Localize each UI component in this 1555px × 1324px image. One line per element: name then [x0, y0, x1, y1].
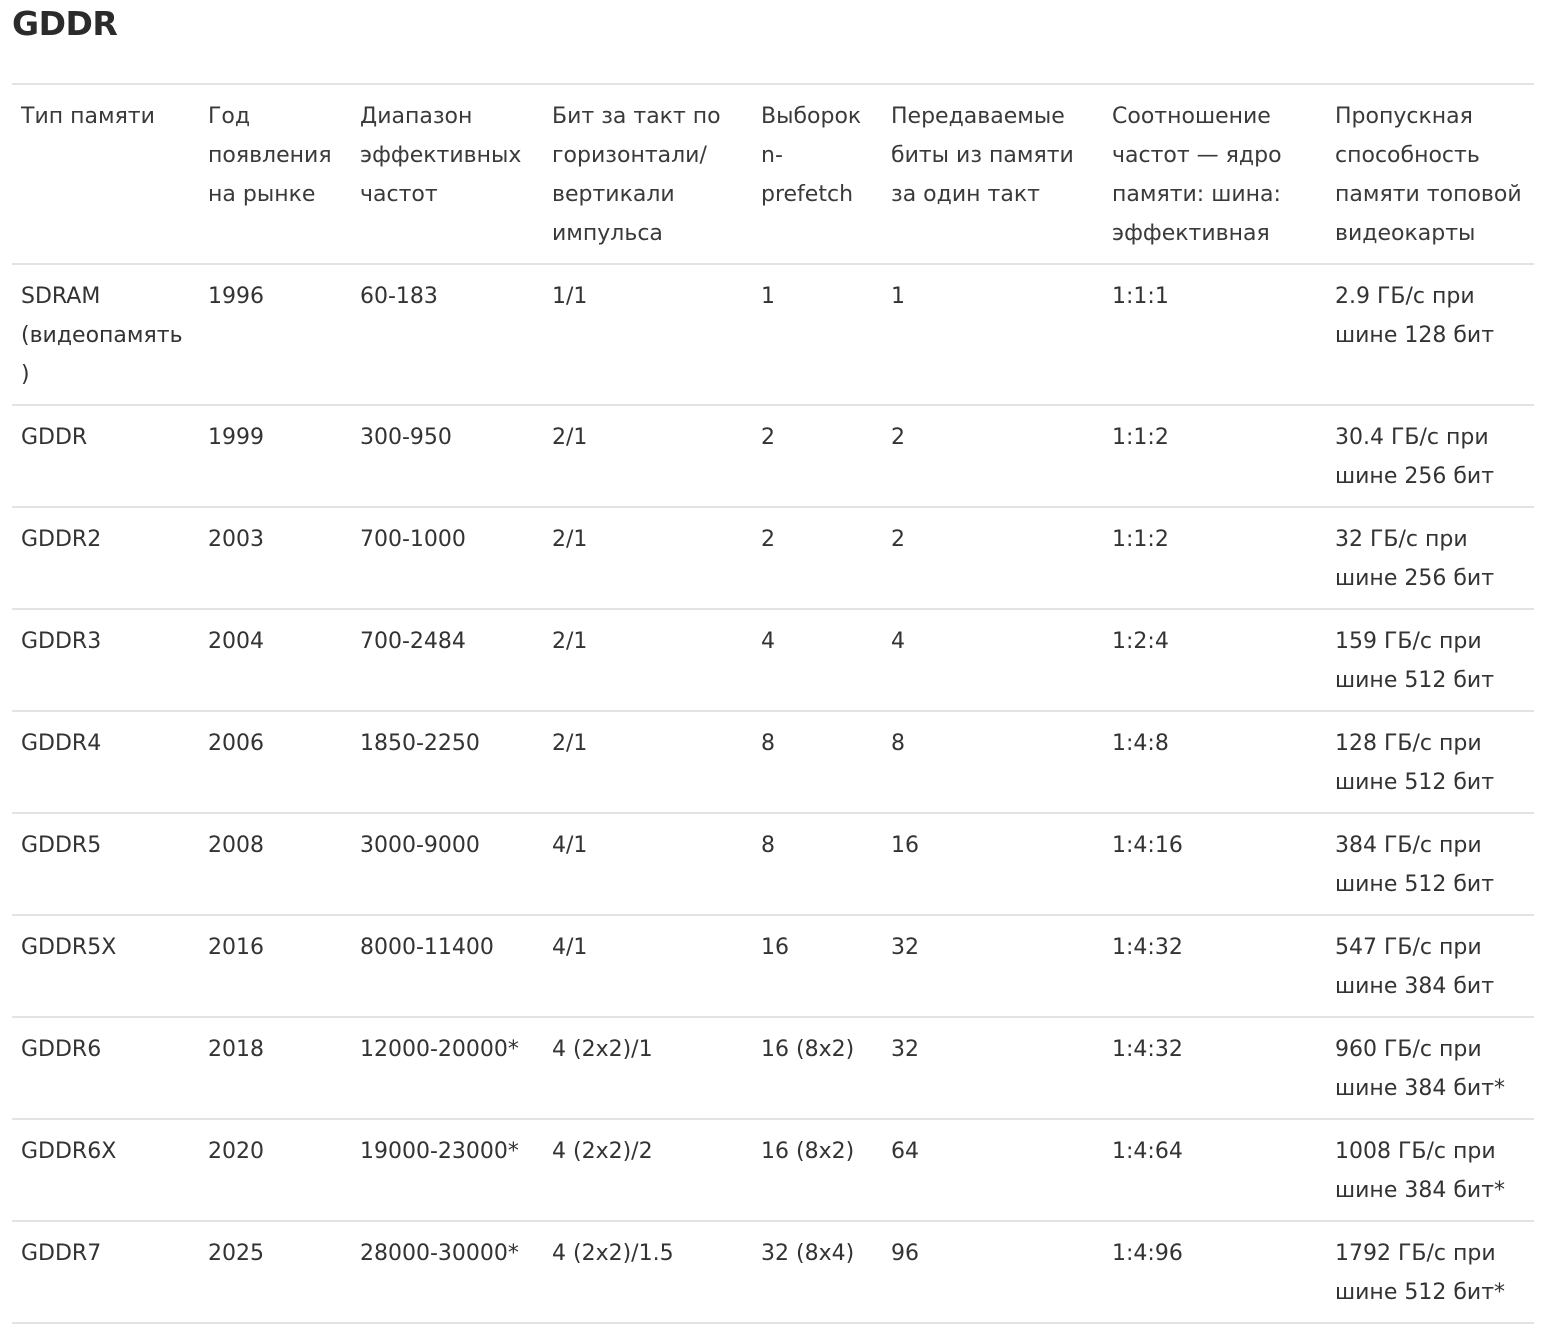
cell-release-year: 2006 [208, 731, 264, 756]
cell-prefetch: 8 [761, 731, 775, 756]
table-row [12, 1119, 1534, 1221]
cell-release-year: 2020 [208, 1139, 264, 1164]
table-header [12, 84, 1534, 264]
cell-effective-frequency-range: 60-183 [360, 284, 438, 309]
cell-bits-per-clock: 4/1 [552, 935, 588, 960]
cell-bits-per-clock: 4 (2x2)/1 [552, 1037, 653, 1062]
cell-bits-per-cycle: 32 [891, 1037, 919, 1062]
cell-frequency-ratio: 1:4:64 [1112, 1139, 1183, 1164]
cell-memory-type: GDDR2 [21, 527, 102, 552]
cell-release-year: 1996 [208, 284, 264, 309]
cell-frequency-ratio: 1:1:1 [1112, 284, 1169, 309]
cell-memory-type: GDDR6 [21, 1037, 102, 1062]
column-header-release-year: Год появления на рынке [208, 104, 332, 207]
cell-prefetch: 32 (8x4) [761, 1241, 855, 1266]
column-header-bits-per-clock: Бит за такт по горизонтали/ вертикали импульса [552, 104, 721, 246]
cell-prefetch: 2 [761, 425, 775, 450]
cell-bits-per-clock: 2/1 [552, 731, 588, 756]
column-header-memory-type: Тип памяти [21, 104, 155, 129]
cell-bandwidth: 1008 ГБ/с при шине 384 бит* [1335, 1139, 1506, 1203]
cell-frequency-ratio: 1:4:8 [1112, 731, 1169, 756]
column-header-frequency-ratio: Соотношение частот — ядро памяти: шина: эффективная [1112, 104, 1282, 246]
cell-effective-frequency-range: 700-2484 [360, 629, 466, 654]
cell-effective-frequency-range: 12000-20000* [360, 1037, 519, 1062]
column-header-effective-frequency-range: Диапазон эффективных частот [360, 104, 522, 207]
table-body [12, 264, 1534, 1323]
cell-effective-frequency-range: 700-1000 [360, 527, 466, 552]
table-row [12, 405, 1534, 507]
cell-bits-per-cycle: 2 [891, 425, 905, 450]
cell-bits-per-cycle: 96 [891, 1241, 919, 1266]
table-row [12, 507, 1534, 609]
cell-memory-type: SDRAM (видеопамять) [21, 284, 183, 387]
cell-bandwidth: 159 ГБ/с при шине 512 бит [1335, 629, 1495, 693]
cell-bits-per-cycle: 2 [891, 527, 905, 552]
cell-memory-type: GDDR6X [21, 1139, 117, 1164]
cell-bits-per-cycle: 64 [891, 1139, 919, 1164]
gddr-comparison-table-wrapper [12, 83, 1534, 1324]
cell-bandwidth: 30.4 ГБ/с при шине 256 бит [1335, 425, 1495, 489]
cell-prefetch: 16 (8x2) [761, 1139, 855, 1164]
cell-release-year: 2003 [208, 527, 264, 552]
cell-frequency-ratio: 1:4:96 [1112, 1241, 1183, 1266]
cell-bits-per-cycle: 1 [891, 284, 905, 309]
column-header-bandwidth: Пропускная способность памяти топовой видеокарты [1335, 104, 1522, 246]
cell-effective-frequency-range: 1850-2250 [360, 731, 480, 756]
cell-bits-per-cycle: 16 [891, 833, 919, 858]
cell-frequency-ratio: 1:1:2 [1112, 425, 1169, 450]
cell-bits-per-clock: 4 (2x2)/1.5 [552, 1241, 674, 1266]
cell-effective-frequency-range: 19000-23000* [360, 1139, 519, 1164]
cell-frequency-ratio: 1:4:32 [1112, 1037, 1183, 1062]
cell-prefetch: 2 [761, 527, 775, 552]
cell-prefetch: 1 [761, 284, 775, 309]
cell-release-year: 2008 [208, 833, 264, 858]
cell-memory-type: GDDR5X [21, 935, 117, 960]
cell-frequency-ratio: 1:4:32 [1112, 935, 1183, 960]
table-header-row [12, 84, 1534, 264]
cell-bits-per-clock: 2/1 [552, 527, 588, 552]
cell-effective-frequency-range: 28000-30000* [360, 1241, 519, 1266]
cell-bits-per-clock: 1/1 [552, 284, 588, 309]
page-title: GDDR [12, 4, 118, 43]
cell-bandwidth: 384 ГБ/с при шине 512 бит [1335, 833, 1495, 897]
cell-bandwidth: 547 ГБ/с при шине 384 бит [1335, 935, 1495, 999]
column-header-prefetch: Выборок n-prefetch [761, 104, 862, 207]
cell-frequency-ratio: 1:1:2 [1112, 527, 1169, 552]
cell-bits-per-clock: 2/1 [552, 629, 588, 654]
cell-effective-frequency-range: 3000-9000 [360, 833, 480, 858]
cell-memory-type: GDDR4 [21, 731, 102, 756]
table-row [12, 1221, 1534, 1323]
table-row [12, 711, 1534, 813]
cell-memory-type: GDDR [21, 425, 88, 450]
cell-effective-frequency-range: 8000-11400 [360, 935, 494, 960]
column-header-bits-per-cycle: Передаваемые биты из памяти за один такт [891, 104, 1074, 207]
table-row [12, 813, 1534, 915]
cell-memory-type: GDDR7 [21, 1241, 102, 1266]
cell-frequency-ratio: 1:2:4 [1112, 629, 1169, 654]
cell-release-year: 2025 [208, 1241, 264, 1266]
cell-bandwidth: 1792 ГБ/с при шине 512 бит* [1335, 1241, 1506, 1305]
cell-bits-per-cycle: 32 [891, 935, 919, 960]
cell-bandwidth: 32 ГБ/с при шине 256 бит [1335, 527, 1495, 591]
cell-bits-per-clock: 2/1 [552, 425, 588, 450]
cell-effective-frequency-range: 300-950 [360, 425, 452, 450]
cell-bits-per-clock: 4 (2x2)/2 [552, 1139, 653, 1164]
cell-prefetch: 4 [761, 629, 775, 654]
cell-bandwidth: 2.9 ГБ/с при шине 128 бит [1335, 284, 1495, 348]
cell-bits-per-cycle: 8 [891, 731, 905, 756]
cell-bandwidth: 960 ГБ/с при шине 384 бит* [1335, 1037, 1506, 1101]
table-row [12, 915, 1534, 1017]
cell-prefetch: 16 (8x2) [761, 1037, 855, 1062]
cell-bits-per-cycle: 4 [891, 629, 905, 654]
cell-frequency-ratio: 1:4:16 [1112, 833, 1183, 858]
cell-bits-per-clock: 4/1 [552, 833, 588, 858]
cell-prefetch: 16 [761, 935, 789, 960]
gddr-comparison-table [12, 83, 1534, 1324]
cell-release-year: 2016 [208, 935, 264, 960]
cell-release-year: 2018 [208, 1037, 264, 1062]
cell-release-year: 1999 [208, 425, 264, 450]
table-row [12, 609, 1534, 711]
cell-release-year: 2004 [208, 629, 264, 654]
cell-memory-type: GDDR5 [21, 833, 102, 858]
cell-prefetch: 8 [761, 833, 775, 858]
table-row [12, 264, 1534, 405]
cell-memory-type: GDDR3 [21, 629, 102, 654]
cell-bandwidth: 128 ГБ/с при шине 512 бит [1335, 731, 1495, 795]
table-row [12, 1017, 1534, 1119]
